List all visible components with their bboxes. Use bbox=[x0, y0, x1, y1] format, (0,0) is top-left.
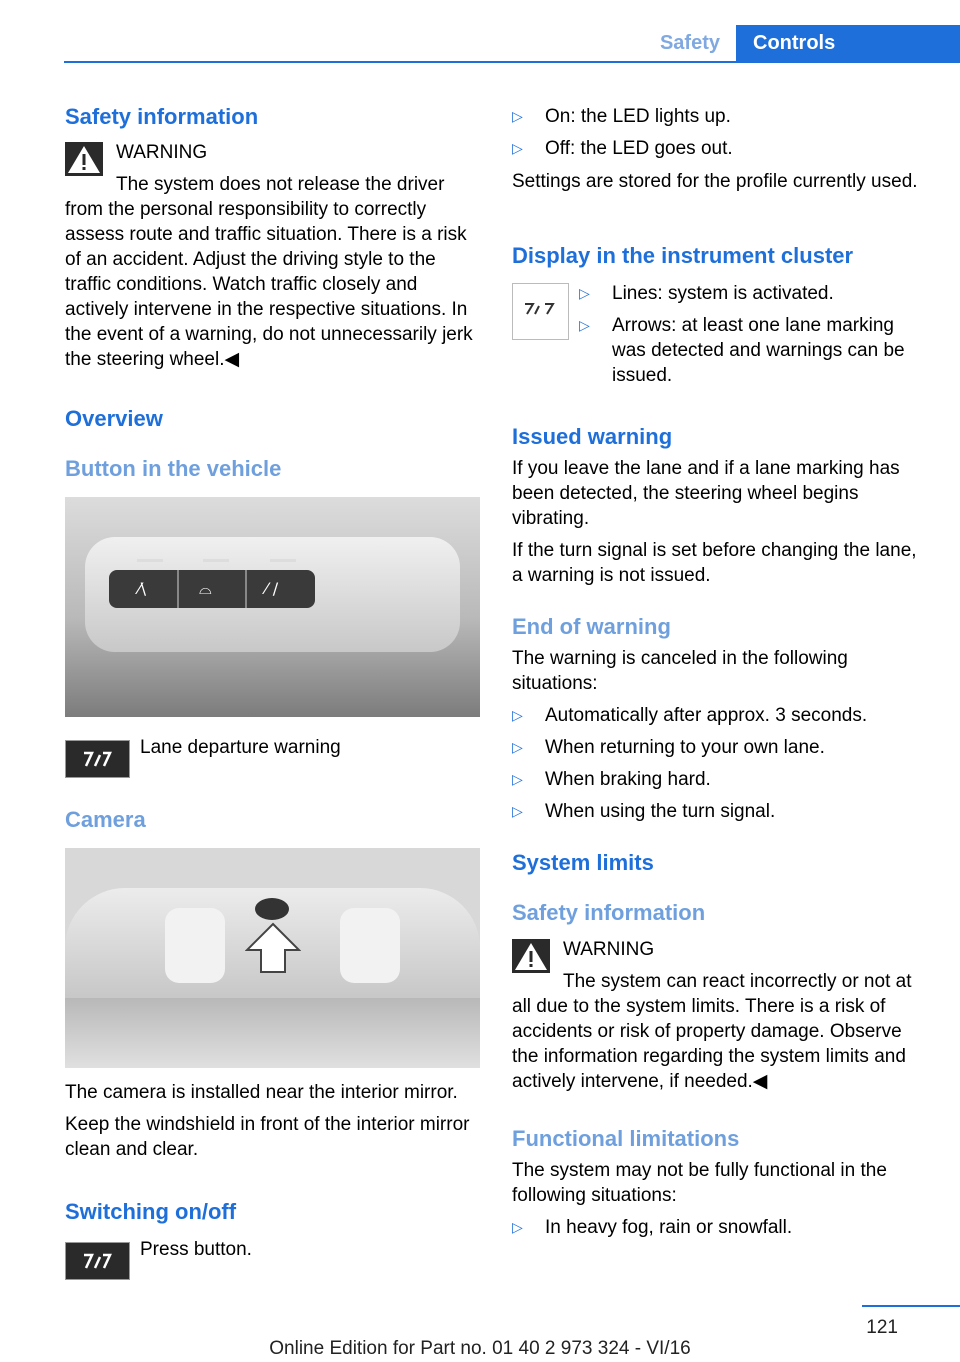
warning-text: The system does not release the driver from the personal responsibility to correctly assess route and traffic situation. There is a risk of an accident. Adjust the driving style to the traffic conditions. Watch traffic closely and actively intervene in the respective situations. In the event of a warning, do not unnecessarily jerk the steering wheel.◀ bbox=[65, 174, 473, 370]
switching-heading: Switching on/off bbox=[65, 1199, 237, 1224]
switching-section bbox=[65, 1198, 480, 1226]
camera-heading: Camera bbox=[65, 807, 146, 832]
instrument-cluster-symbol-icon bbox=[512, 283, 569, 340]
header-rule bbox=[64, 61, 960, 63]
limits-safety-section bbox=[512, 899, 927, 927]
functional-limitations-heading: Functional limitations bbox=[512, 1126, 740, 1151]
list-item: ▷ In heavy fog, rain or snowfall. bbox=[512, 1215, 927, 1240]
lane-departure-caption: Lane departure warning bbox=[140, 737, 341, 758]
system-limits-section bbox=[512, 849, 927, 877]
edition-footer: Online Edition for Part no. 01 40 2 973 324 - VI/16 bbox=[269, 1338, 691, 1359]
tab-safety[interactable]: Safety bbox=[659, 32, 720, 54]
end-of-warning-section bbox=[512, 613, 927, 831]
led-list bbox=[512, 104, 927, 168]
list-item: ▷ Arrows: at least one lane marking was detected and warnings can be issued. bbox=[579, 313, 929, 388]
list-item: ▷ Automatically after approx. 3 seconds. bbox=[512, 703, 927, 728]
settings-text: Settings are stored for the profile currently used. bbox=[512, 171, 918, 192]
display-list bbox=[579, 281, 929, 395]
page-number: 121 bbox=[866, 1317, 898, 1338]
list-item: ▷ When braking hard. bbox=[512, 767, 927, 792]
warning-text: The system can react incorrectly or not at all due to the system limits. There is a risk of accidents or risk of property damage. Observe the information regarding the system limits and actively intervene, if needed.◀ bbox=[512, 971, 912, 1092]
end-of-warning-heading: End of warning bbox=[512, 614, 671, 639]
overview-section bbox=[65, 405, 480, 433]
lane-departure-button-icon-2 bbox=[65, 1242, 130, 1280]
overview-heading: Overview bbox=[65, 406, 163, 431]
list-item: ▷ When returning to your own lane. bbox=[512, 735, 927, 760]
warning-block-left bbox=[65, 140, 480, 372]
warning-title: WARNING bbox=[116, 142, 208, 163]
camera-text-2: Keep the windshield in front of the interior mirror clean and clear. bbox=[65, 1114, 470, 1160]
display-section bbox=[512, 242, 927, 270]
list-item: ▷ Lines: system is activated. bbox=[579, 281, 929, 306]
camera-text-1: The camera is installed near the interior mirror. bbox=[65, 1082, 458, 1103]
lane-departure-button-icon bbox=[65, 740, 130, 778]
system-limits-heading: System limits bbox=[512, 850, 654, 875]
warning-triangle-icon bbox=[512, 939, 550, 973]
issued-warning-heading: Issued warning bbox=[512, 424, 673, 449]
press-button-text: Press button. bbox=[140, 1239, 252, 1260]
tab-controls[interactable]: Controls bbox=[736, 25, 960, 61]
list-item: ▷ Off: the LED goes out. bbox=[512, 136, 927, 161]
functional-text: The system may not be fully functional in the following situations: bbox=[512, 1160, 887, 1206]
end-text: The warning is canceled in the following situations: bbox=[512, 648, 848, 694]
list-item: ▷ When using the turn signal. bbox=[512, 799, 927, 824]
button-in-vehicle-heading: Button in the vehicle bbox=[65, 456, 282, 481]
warning-triangle-icon bbox=[65, 142, 103, 176]
functional-limitations-section bbox=[512, 1125, 927, 1247]
warning-block-right bbox=[512, 937, 927, 1094]
button-section bbox=[65, 455, 480, 483]
issued-text-1: If you leave the lane and if a lane marking has been detected, the steering wheel begins vibrating. bbox=[512, 458, 900, 529]
footer-rule bbox=[862, 1305, 960, 1307]
safety-information-heading: Safety information bbox=[65, 104, 259, 129]
issued-warning-section bbox=[512, 423, 927, 588]
display-heading: Display in the instrument cluster bbox=[512, 243, 854, 268]
end-list bbox=[512, 703, 927, 824]
list-item: ▷ On: the LED lights up. bbox=[512, 104, 927, 129]
issued-text-2: If the turn signal is set before changing the lane, a warning is not issued. bbox=[512, 540, 917, 586]
limits-safety-heading: Safety information bbox=[512, 900, 706, 925]
left-safety-section bbox=[65, 103, 480, 131]
button-panel-image: ⁄\ ⌓ ⁄ / bbox=[65, 497, 480, 717]
camera-section bbox=[65, 806, 480, 834]
warning-title: WARNING bbox=[563, 939, 655, 960]
camera-text bbox=[65, 1080, 480, 1162]
camera-image bbox=[65, 848, 480, 1068]
functional-list bbox=[512, 1215, 927, 1240]
